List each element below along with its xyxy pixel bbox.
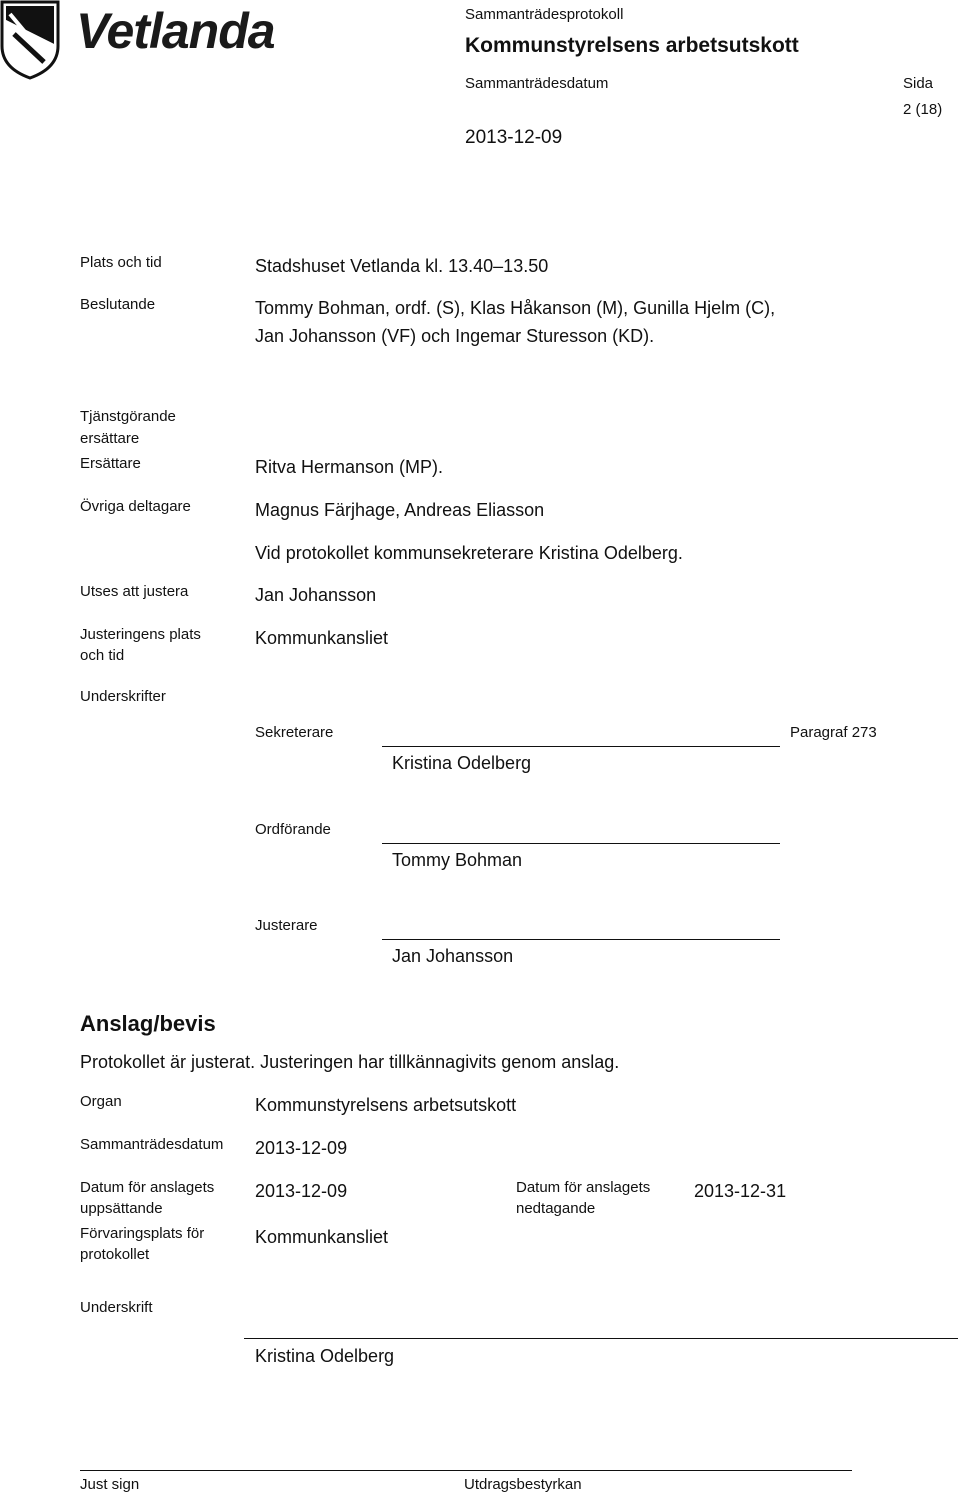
adjust-value: Jan Johansson [255,585,377,605]
minutes-note: Vid protokollet kommunsekreterare Kristina Odelberg. [255,543,683,563]
place-label: Plats och tid [80,254,162,271]
header-date: 2013-12-09 [465,127,563,148]
substitutes-value: Ritva Hermanson (MP). [255,457,444,477]
header-date-label: Sammanträdesdatum [465,75,609,92]
footer-extract-certification: Utdragsbestyrkan [464,1476,582,1493]
decision-value-line-1: Tommy Bohman, ordf. (S), Klas Håkanson (M), Gunilla Hjelm (C), [255,298,776,318]
coat-of-arms-icon [0,0,64,80]
notice-statement: Protokollet är justerat. Justeringen har tillkännagivits genom anslag. [80,1052,620,1072]
committee-title: Kommunstyrelsens arbetsutskott [465,34,799,57]
removed-date-value: 2013-12-31 [694,1181,787,1201]
adjust-place-label-2: och tid [80,647,125,664]
notice-title: Anslag/bevis [80,1011,216,1036]
secretary-label: Sekreterare [255,724,334,741]
footer-just-sign: Just sign [80,1476,140,1493]
posted-label-2: uppsättande [80,1200,163,1217]
storage-label-1: Förvaringsplats för [80,1225,205,1242]
logo-wordmark: Vetlanda [76,3,275,59]
storage-label-2: protokollet [80,1246,150,1263]
secretary-name: Kristina Odelberg [392,753,532,773]
notice-date-value: 2013-12-09 [255,1138,348,1158]
adjust-place-label-1: Justeringens plats [80,626,201,643]
signature-label: Underskrift [80,1299,153,1316]
substitutes-label: Ersättare [80,455,141,472]
footer-line [80,1470,852,1471]
organ-value: Kommunstyrelsens arbetsutskott [255,1095,517,1115]
posted-label-1: Datum för anslagets [80,1179,215,1196]
adjust-label: Utses att justera [80,583,189,600]
serving-substitutes-label-2: ersättare [80,430,140,447]
posted-date-value: 2013-12-09 [255,1181,348,1201]
signatures-title: Underskrifter [80,688,166,705]
serving-substitutes-label-1: Tjänstgörande [80,408,176,425]
removed-label-2: nedtagande [516,1200,596,1217]
document-type: Sammanträdesprotokoll [465,6,624,23]
decision-label: Beslutande [80,296,156,313]
notice-signature-name: Kristina Odelberg [255,1346,395,1366]
notice-date-label: Sammanträdesdatum [80,1136,224,1153]
others-label: Övriga deltagare [80,498,191,515]
others-value: Magnus Färjhage, Andreas Eliasson [255,500,545,520]
place-value: Stadshuset Vetlanda kl. 13.40–13.50 [255,256,549,276]
decision-value-line-2: Jan Johansson (VF) och Ingemar Sturesson (KD). [255,326,655,346]
chair-label: Ordförande [255,821,331,838]
notice-signature-line [244,1338,958,1339]
chair-name: Tommy Bohman [392,850,523,870]
storage-value: Kommunkansliet [255,1227,389,1247]
adjuster-name: Jan Johansson [392,946,514,966]
secretary-signature-line [382,746,780,747]
adjust-place-value: Kommunkansliet [255,628,389,648]
page-label: Sida [903,75,934,92]
organ-label: Organ [80,1093,122,1110]
removed-label-1: Datum för anslagets [516,1179,651,1196]
adjuster-signature-line [382,939,780,940]
page-number: 2 (18) [903,101,943,118]
chair-signature-line [382,843,780,844]
paragraph-reference: Paragraf 273 [790,724,877,741]
adjuster-label: Justerare [255,917,318,934]
